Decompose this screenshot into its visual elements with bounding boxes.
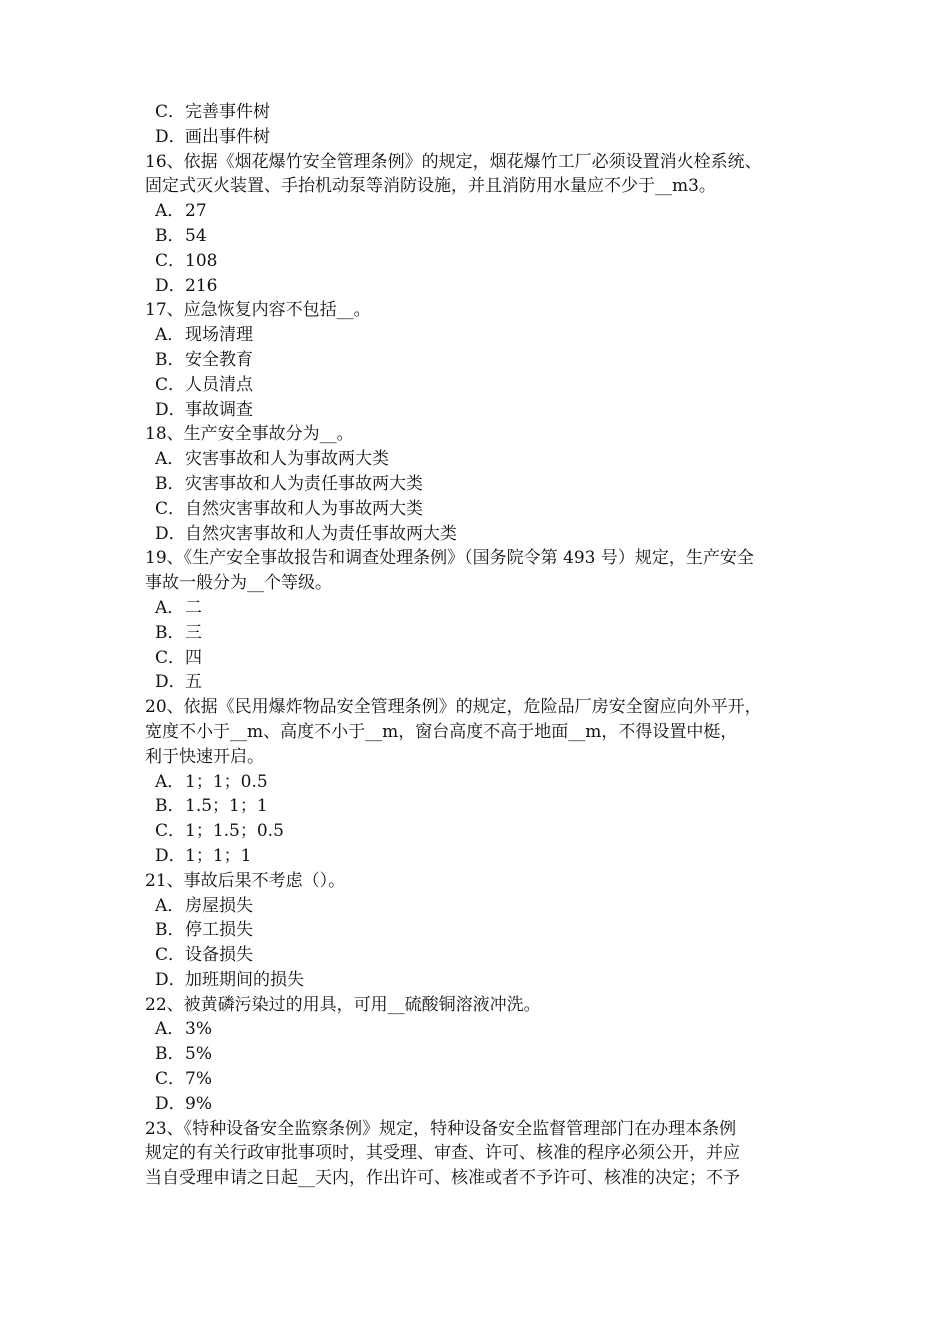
answer-option [0,918,950,943]
question-text-line: 19、《生产安全事故报告和调查处理条例》（国务院令第 493 号）规定，生产安全 [145,548,754,569]
answer-option [0,125,950,150]
option-letter: D． [155,126,186,147]
option-letter: B． [155,622,185,643]
option-text: 27 [185,201,207,222]
option-letter: C． [155,102,186,122]
option-letter: C． [155,647,186,668]
option-text: 108 [185,250,218,271]
question-text-line: 事故一般分为__个等级。 [145,573,332,594]
answer-option [0,968,950,993]
option-letter: C． [155,498,186,519]
answer-option [0,596,950,621]
answer-option [0,497,950,522]
option-text: 自然灾害事故和人为责任事故两大类 [185,523,457,544]
option-text: 安全教育 [185,349,253,370]
option-text: 1.5；1；1 [185,796,268,817]
answer-option [0,249,950,274]
answer-option [0,1017,950,1042]
answer-option [0,274,950,299]
option-letter: D． [155,523,186,544]
option-letter: B． [155,473,185,494]
option-text: 3% [185,1019,212,1040]
option-letter: C． [155,1069,186,1090]
answer-option [0,646,950,671]
question-text-line: 利于快速开启。 [145,746,264,767]
question-text-line: 17、应急恢复内容不包括__。 [145,300,371,321]
option-text: 房屋损失 [185,895,253,916]
question-text-line: 18、生产安全事故分为__。 [145,424,354,445]
question-text-line: 当自受理申请之日起__天内，作出许可、核准或者不予许可、核准的决定；不予 [145,1168,740,1189]
option-text: 事故调查 [185,399,253,420]
option-letter: A． [155,597,185,618]
answer-option [0,844,950,869]
option-text: 停工损失 [185,920,253,941]
option-text: 自然灾害事故和人为事故两大类 [185,498,423,519]
option-text: 216 [185,275,218,296]
option-letter: B． [155,796,185,817]
option-letter: D． [155,275,186,296]
answer-option [0,894,950,919]
option-letter: D． [155,672,186,693]
question-text-line: 20、依据《民用爆炸物品安全管理条例》的规定，危险品厂房安全窗应向外平开， [145,697,762,718]
option-text: 四 [185,647,202,668]
option-letter: A． [155,201,185,222]
answer-option [0,199,950,224]
answer-option [0,943,950,968]
option-letter: B． [155,1044,185,1065]
option-letter: A． [155,771,185,792]
option-text: 设备损失 [185,945,253,966]
answer-option [0,670,950,695]
question-text-line: 固定式灭火装置、手抬机动泵等消防设施，并且消防用水量应不少于__m3。 [145,176,716,197]
answer-option [0,794,950,819]
option-letter: C． [155,945,186,966]
option-text: 9% [185,1093,212,1114]
option-letter: D． [155,399,186,420]
option-text: 1；1；0.5 [185,771,268,792]
answer-option [0,819,950,844]
option-letter: A． [155,325,185,346]
option-letter: C． [155,374,186,395]
option-text: 三 [185,622,202,643]
answer-option [0,447,950,472]
answer-option [0,323,950,348]
answer-option [0,224,950,249]
option-text: 1；1；1 [185,845,252,866]
option-letter: A． [155,449,185,470]
option-text: 灾害事故和人为责任事故两大类 [185,473,423,494]
option-text: 画出事件树 [185,126,270,147]
answer-option [0,348,950,373]
option-text: 加班期间的损失 [185,969,304,990]
option-text: 完善事件树 [185,102,270,122]
answer-option [0,1067,950,1092]
option-text: 5% [185,1044,212,1065]
answer-option [0,100,950,125]
question-text-line: 22、被黄磷污染过的用具，可用__硫酸铜溶液冲洗。 [145,994,541,1015]
option-text: 1；1.5；0.5 [185,821,284,842]
question-text-line: 23、《特种设备安全监察条例》规定，特种设备安全监督管理部门在办理本条例 [145,1118,737,1139]
option-letter: D． [155,1093,186,1114]
question-text-line: 规定的有关行政审批事项时，其受理、审查、许可、核准的程序必须公开，并应 [145,1143,740,1164]
option-letter: C． [155,821,186,842]
option-text: 54 [185,225,207,246]
document-page [0,100,950,1191]
question-text-line: 21、事故后果不考虑（）。 [145,870,346,891]
question-list [0,100,950,1191]
option-text: 现场清理 [185,325,253,346]
answer-option [0,1042,950,1067]
answer-option [0,398,950,423]
option-text: 二 [185,597,202,618]
option-letter: D． [155,969,186,990]
option-letter: D． [155,845,186,866]
question-text-line: 16、依据《烟花爆竹安全管理条例》的规定，烟花爆竹工厂必须设置消火栓系统、 [145,151,762,172]
option-text: 人员清点 [185,374,253,395]
answer-option [0,770,950,795]
option-text: 7% [185,1069,212,1090]
question-text-line: 宽度不小于__m、高度不小于__m，窗台高度不高于地面__m，不得设置中梃， [145,721,738,742]
answer-option [0,522,950,547]
answer-option [0,373,950,398]
answer-option [0,1092,950,1117]
answer-option [0,472,950,497]
option-letter: A． [155,1019,185,1040]
option-text: 灾害事故和人为事故两大类 [185,449,389,470]
option-letter: A． [155,895,185,916]
answer-option [0,621,950,646]
option-letter: B． [155,225,185,246]
option-letter: B． [155,349,185,370]
option-text: 五 [185,672,202,693]
option-letter: B． [155,920,185,941]
option-letter: C． [155,250,186,271]
